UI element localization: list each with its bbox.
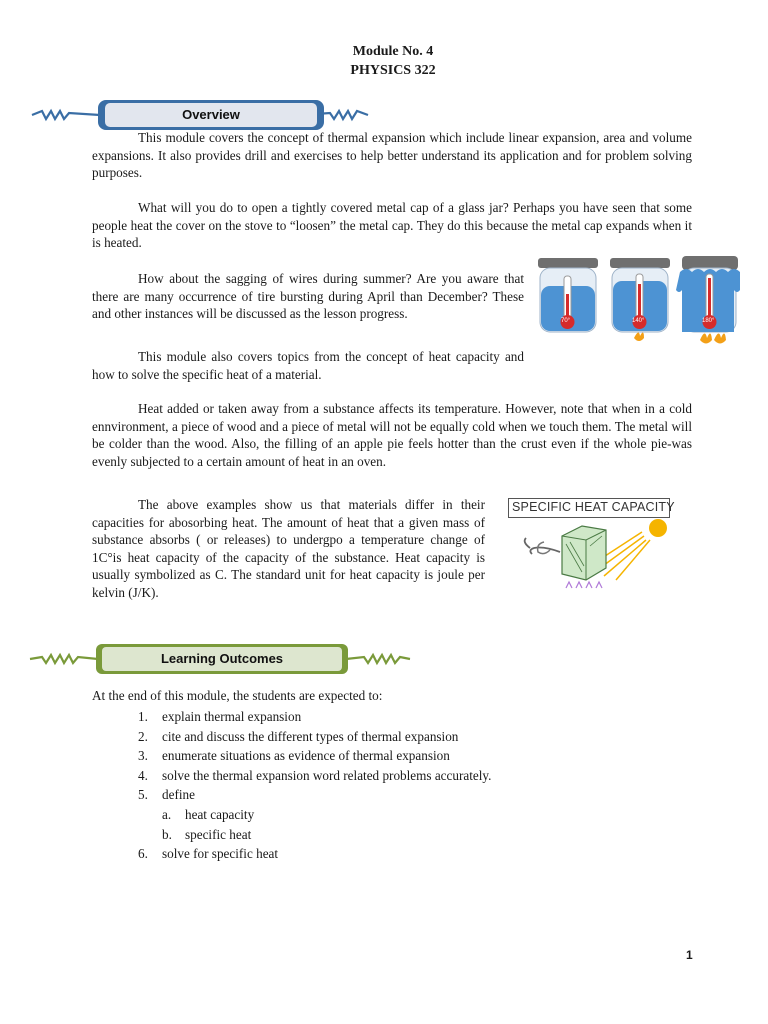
- list-item: 1. explain thermal expansion: [138, 709, 302, 724]
- learning-outcomes-label: Learning Outcomes: [160, 651, 284, 666]
- list-item: 5. define: [138, 787, 195, 803]
- thermal-expansion-jars-figure: [534, 254, 740, 346]
- module-number: Module No. 4: [352, 44, 434, 59]
- sub-list-item: b. specific heat: [162, 826, 252, 842]
- jar-temp-2: 140°: [632, 318, 645, 324]
- outcomes-list: [92, 707, 491, 864]
- course-title: PHYSICS 322: [350, 63, 436, 78]
- list-item: 4. solve the thermal expansion word related problems accurately.: [138, 767, 492, 783]
- list-item: 6. solve for specific heat: [138, 846, 279, 862]
- jar-180: [676, 256, 740, 344]
- outcomes-intro: At the end of this module, the students are expected to:: [92, 688, 383, 703]
- jar-temp-3: 180°: [702, 318, 715, 324]
- jars-illustration: [534, 254, 740, 346]
- paragraph-heat-added: Heat added or taken away from a substance affects its temperature. However, note that when in a cold ennvironment, a piece of wood and a piece of metal will not be equally cold when we touch them. The metal will be colder than the wood. Also, the filling of an apple pie feels hotter than the crust even if the whole pie-was evenly subjected to a certain amount of heat in an oven.: [92, 401, 692, 469]
- page-number: 1: [686, 948, 693, 962]
- sub-list-item: a. heat capacity: [162, 806, 255, 822]
- heat-cube-illustration: [504, 496, 690, 594]
- overview-banner: [30, 98, 370, 132]
- jar-140: [610, 258, 670, 341]
- paragraph-heat-capacity: This module also covers topics from the concept of heat capacity and how to solve the specific heat of a material.: [92, 349, 524, 382]
- paragraph-overview: This module covers the concept of thermal expansion which include linear expansion, area and volume expansions. It also provides drill and exercises to help better understand its application and for problem solving purposes.: [92, 130, 692, 180]
- overview-label: Overview: [182, 107, 240, 122]
- learning-outcomes-banner: [28, 642, 412, 676]
- list-item: 3. enumerate situations as evidence of thermal expansion: [138, 748, 450, 764]
- jar-temp-1: 70°: [561, 318, 571, 324]
- paragraph-examples: The above examples show us that materials differ in their capacities for abosorbing heat. The amount of heat that a given mass of substance absorbs ( or releases) to undergpo a temperature change of 1C°is heat capacity of the capacity of the substance. Heat capacity is usually symbolized as C. The standard unit for heat capacity is joule per kelvin (J/K).: [92, 497, 485, 600]
- specific-heat-capacity-figure: [504, 496, 690, 594]
- figure-caption: SPECIFIC HEAT CAPACITY: [512, 500, 675, 514]
- paragraph-sagging-wires: How about the sagging of wires during summer? Are you aware that there are many occurrence of tire bursting during April than December? These and other instances will be discussed as the lesson progress.: [92, 271, 524, 321]
- paragraph-jar-cap: What will you do to open a tightly covered metal cap of a glass jar? Perhaps you have seen that some people heat the cover on the stove to “loosen” the metal cap. They do this because the metal cap expands when it is heated.: [92, 200, 692, 250]
- list-item: 2. cite and discuss the different types of thermal expansion: [138, 728, 459, 744]
